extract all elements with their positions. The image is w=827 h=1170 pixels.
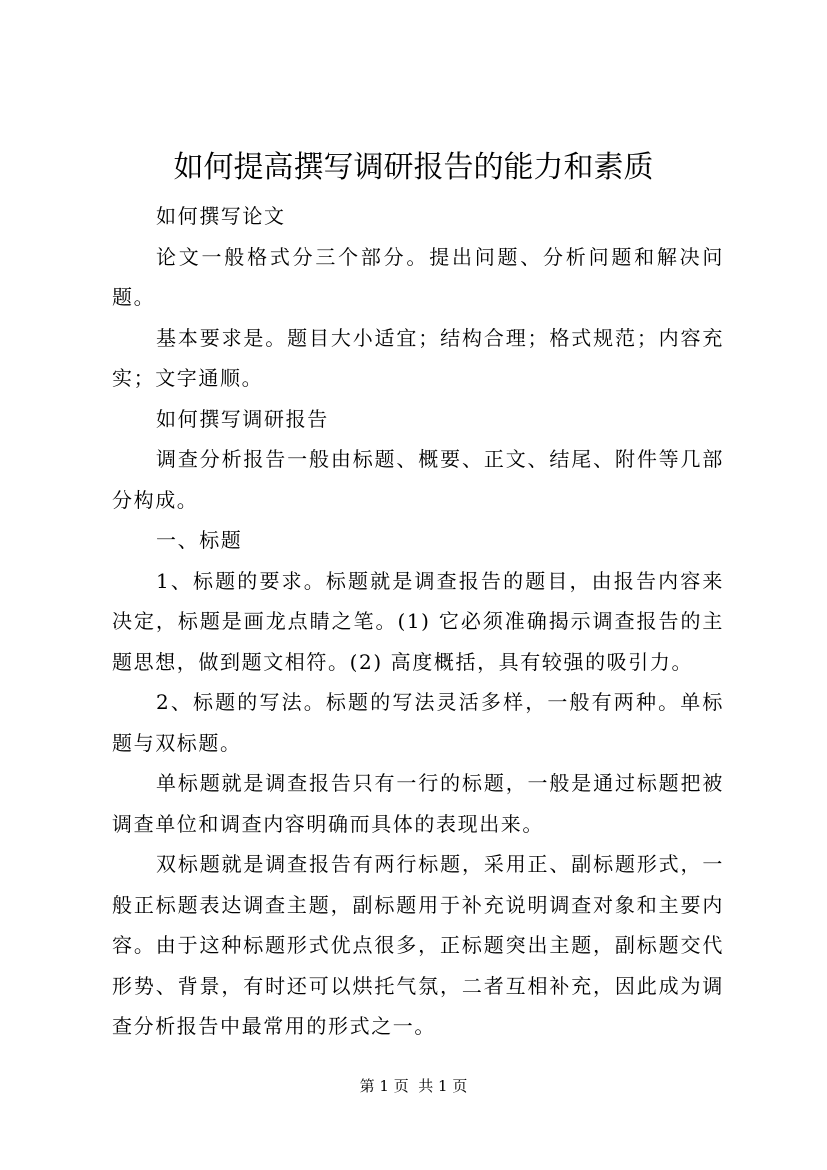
paragraph: 调查分析报告一般由标题、概要、正文、结尾、附件等几部分构成。 [112,447,724,512]
paragraph-heading-thesis: 如何撰写论文 [156,204,286,228]
paragraph: 基本要求是。题目大小适宜；结构合理；格式规范；内容充实；文字通顺。 [112,325,724,390]
paragraph-heading-report: 如何撰写调研报告 [156,406,329,431]
paragraph: 单标题就是调查报告只有一行的标题，一般是通过标题把被调查单位和调查内容明确而具体的表现出来。 [112,771,724,836]
section-heading: 一、标题 [156,528,243,552]
paragraph: 2、标题的写法。标题的写法灵活多样，一般有两种。单标题与双标题。 [112,690,724,755]
page-footer: 第 1 页 共 1 页 [359,1077,468,1095]
document-title: 如何提高撰写调研报告的能力和素质 [173,150,654,185]
document-body [112,196,724,1047]
paragraph: 论文一般格式分三个部分。提出问题、分析问题和解决问题。 [112,244,724,309]
paragraph: 1、标题的要求。标题就是调查报告的题目，由报告内容来决定，标题是画龙点睛之笔。(1) 它必须准确揭示调查报告的主题思想，做到题文相符。(2) 高度概括，具有较强的吸引力。 [112,568,724,674]
paragraph: 双标题就是调查报告有两行标题，采用正、副标题形式，一般正标题表达调查主题，副标题用于补充说明调查对象和主要内容。由于这种标题形式优点很多，正标题突出主题，副标题交代形势、背景，有时还可以烘托气氛，二者互相补充，因此成为调查分析报告中最常用的形式之一。 [112,852,724,1038]
